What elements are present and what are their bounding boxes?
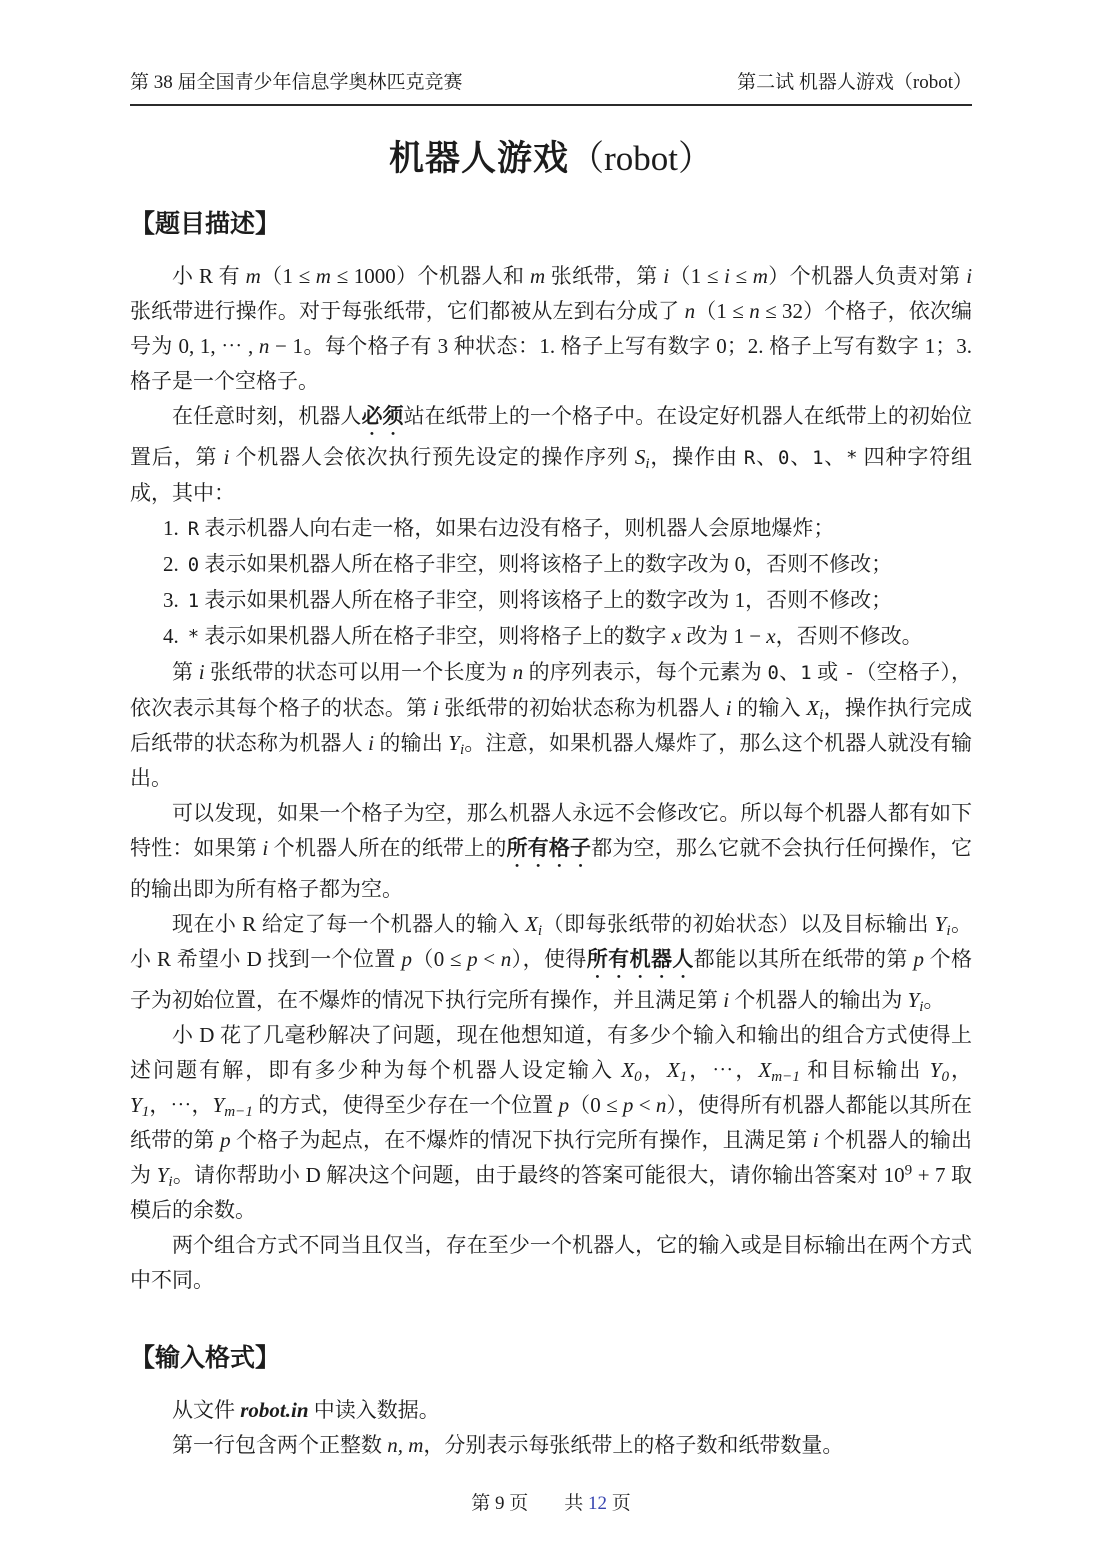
text-run-m: n (512, 660, 524, 684)
text-run: 现在小 R 给定了每一个机器人的输入 (172, 912, 526, 936)
text-run: ），使得所有机器人都能以其所在纸带的第 (130, 1093, 973, 1152)
total-pages-link[interactable]: 12 (588, 1493, 608, 1514)
text-run-c: 0 (187, 554, 200, 576)
text-run: ）个机器人负责对第 (767, 264, 967, 288)
text-run: ，否则不修改。 (775, 624, 923, 648)
text-run-sub: 1 (679, 1069, 688, 1086)
text-run: 、 (755, 445, 778, 469)
text-run-sup: 9 (904, 1162, 913, 1179)
text-run-m: X (758, 1058, 772, 1082)
text-run-m: m (315, 264, 331, 288)
text-run: 都能以其所在纸带的第 (693, 947, 914, 971)
text-run: 或 (811, 660, 844, 684)
text-run: （1 ≤ (260, 264, 316, 288)
text-run-sub: m−1 (224, 1104, 253, 1121)
page-header (130, 0, 972, 96)
list-item-number: 4. (163, 624, 179, 648)
text-run-c: - (843, 662, 856, 684)
paragraph (130, 1018, 972, 1228)
text-run-m: p (467, 947, 478, 971)
section-heading: 【输入格式】 (130, 1344, 281, 1372)
text-run-m: S (634, 445, 646, 469)
list-item (130, 619, 972, 655)
text-run-m: Y (130, 1093, 142, 1117)
text-run: （0 ≤ (569, 1093, 623, 1117)
text-run: （空格子），依次表示其每个格子的状态。第 (130, 660, 973, 720)
text-run: 。 (923, 988, 945, 1012)
text-run-m: p (558, 1093, 570, 1117)
text-run: 张纸带的状态可以用一个长度为 (204, 660, 513, 684)
title-latin: （robot） (569, 139, 713, 178)
text-run-m: n (655, 1093, 667, 1117)
text-run-m: Y (212, 1093, 225, 1117)
text-run-m: X (621, 1058, 635, 1082)
paragraph (130, 796, 972, 907)
text-run: ， (949, 1058, 973, 1082)
text-run: 表示机器人向右走一格，如果右边没有格子，则机器人会原地爆炸； (199, 516, 835, 540)
text-run-m: n (684, 299, 696, 323)
text-run-m: Y (934, 912, 947, 936)
text-run: 都为空，那么它就不会执行任何操作，它的输出即为所有格子都为空。 (130, 836, 973, 901)
text-run-sub: i (168, 1174, 173, 1191)
paragraph (130, 399, 972, 511)
header-rule (130, 104, 972, 106)
page-title (130, 136, 972, 182)
text-run: 个格子为初始位置，在不爆炸的情况下执行完所有操作，并且满足第 (130, 947, 973, 1012)
text-run-m: i (223, 445, 230, 469)
list-item (130, 547, 972, 583)
text-run-c: * (846, 447, 858, 469)
text-run-m: i (198, 660, 205, 684)
text-run-m: i (663, 264, 670, 288)
text-run: 的序列表示，每个元素为 (523, 660, 768, 684)
text-run-sub: 1 (141, 1104, 150, 1121)
text-run-m: n (500, 947, 512, 971)
text-run-m: i (723, 988, 730, 1012)
text-run: 。注意，如果机器人爆炸了，那么这个机器人就没有输出。 (130, 731, 972, 790)
text-run-c: 0 (777, 447, 790, 469)
total-pages-indicator: 共 12 页 (564, 1493, 631, 1514)
text-run-m: Y (448, 731, 460, 755)
header-right: 第二试 机器人游戏（robot） (737, 72, 972, 93)
text-run: 个机器人所在的纸带上的 (268, 836, 507, 860)
text-run: 改为 1 − (680, 624, 767, 648)
text-run-m: Y (156, 1163, 169, 1187)
text-run: 。请你帮助小 D 解决这个问题，由于最终的答案可能很大，请你输出答案对 10 (172, 1163, 905, 1187)
paragraph (130, 259, 972, 399)
text-run: ，操作由 (649, 445, 744, 469)
text-run: 从文件 (172, 1398, 241, 1422)
text-run: ，⋯， (149, 1093, 213, 1117)
text-run-sub: m−1 (771, 1069, 800, 1086)
text-run: 个机器人的输出为 (130, 1128, 973, 1187)
text-run: 表示如果机器人所在格子非空，则将格子上的数字 (199, 624, 672, 648)
text-run-sub: i (537, 923, 543, 940)
paragraph (130, 655, 972, 796)
text-run-m: i (368, 731, 374, 755)
text-run: （0 ≤ (411, 947, 468, 971)
text-run: （即每张纸带的初始状态）以及目标输出 (542, 912, 935, 936)
text-run-m: X (666, 1058, 680, 1082)
text-run: 个机器人的输出为 (729, 988, 908, 1012)
text-run-c: 1 (187, 590, 200, 612)
document-blocks (130, 208, 972, 1463)
text-run-m: m (529, 264, 546, 288)
text-run-m: m (245, 264, 261, 288)
text-run: ， (641, 1058, 667, 1082)
text-run-m: p (401, 947, 412, 971)
text-run: ），使得 (511, 947, 587, 971)
text-run: 、 (789, 445, 813, 469)
text-run-m: n (749, 299, 760, 323)
text-run: 和目标输出 (799, 1058, 930, 1082)
text-run: ，⋯， (687, 1058, 759, 1082)
text-run: 在任意时刻，机器人 (172, 404, 362, 428)
text-run: ，分别表示每张纸带上的格子数和纸带数量。 (423, 1433, 844, 1457)
text-run: ≤ (729, 264, 753, 288)
list-item-number: 1. (163, 516, 179, 540)
header-left: 第 38 届全国青少年信息学奥林匹克竞赛 (130, 72, 463, 93)
text-run: 小 D 花了几毫秒解决了问题，现在他想知道，有多少个输入和输出的组合方式使得上述问题有解，即有多少种为每个机器人设定输入 (130, 1023, 972, 1082)
text-run-em: 必须 (361, 404, 404, 428)
text-run-c: 0 (767, 662, 779, 684)
text-run: 中读入数据。 (308, 1398, 440, 1422)
page-indicator: 第 9 页 (471, 1493, 529, 1514)
text-run: 可以发现，如果一个格子为空，那么机器人永远不会修改它。所以每个机器人都有如下特性：如果第 (130, 801, 972, 860)
text-run: 的方式，使得至少存在一个位置 (252, 1093, 559, 1117)
title-chinese: 机器人游戏 (389, 139, 570, 178)
text-run: （1 ≤ (669, 264, 725, 288)
text-run: 的输出 (374, 731, 449, 755)
text-run: 个机器人会依次执行预先设定的操作序列 (229, 445, 635, 469)
text-run: ≤ 1000）个机器人和 (330, 264, 530, 288)
text-run-m: X (525, 912, 538, 936)
text-run-m: i (724, 264, 730, 288)
text-run: 张纸带的初始状态称为机器人 (438, 696, 726, 720)
text-run-sub: i (645, 456, 650, 473)
text-run-m: Y (907, 988, 920, 1012)
text-run-sub: i (459, 742, 465, 759)
text-run-m: x (671, 624, 681, 648)
current-page-number: 9 (494, 1493, 505, 1514)
text-run: 、 (778, 660, 801, 684)
text-run-m: i (262, 836, 269, 860)
text-run-m: p (220, 1128, 231, 1152)
text-run: 第 (172, 660, 199, 684)
text-run-sub: i (819, 707, 824, 724)
list-item-number: 3. (163, 588, 179, 612)
text-run-m: i (725, 696, 732, 720)
section-heading: 【题目描述】 (130, 210, 281, 238)
text-run-m: n, m (387, 1433, 424, 1457)
text-run-sub: i (946, 923, 951, 940)
text-run-m: n (258, 334, 270, 358)
text-run-m: p (622, 1093, 634, 1117)
text-run: 小 R 有 (172, 264, 246, 288)
text-run-em: 所有机器人 (586, 947, 694, 971)
text-run-m: Y (929, 1058, 942, 1082)
text-run-em: 所有格子 (506, 836, 592, 860)
text-run-sub: 0 (941, 1069, 949, 1086)
text-run-m: p (913, 947, 924, 971)
list-item (130, 583, 972, 619)
text-run: 站在纸带上的一个格子中。在设定好机器人在纸带上的初始位置后，第 (130, 404, 973, 469)
text-run: ，操作执行完成后纸带的状态称为机器人 (130, 696, 973, 755)
text-run: 。小 R 希望小 D 找到一个位置 (130, 912, 972, 971)
list-item (130, 511, 972, 547)
text-run: 张纸带进行操作。对于每张纸带，它们都被从左到右分成了 (130, 299, 685, 323)
text-run-c: 1 (812, 447, 824, 469)
paragraph (130, 907, 972, 1018)
text-run-bi: robot.in (240, 1398, 309, 1422)
page-footer (130, 1491, 972, 1517)
text-run: < (633, 1093, 656, 1117)
text-run-m: i (432, 696, 439, 720)
text-run-m: m (752, 264, 768, 288)
text-run: 表示如果机器人所在格子非空，则将该格子上的数字改为 1，否则不修改； (199, 588, 893, 612)
paragraph (130, 1393, 972, 1428)
text-run-m: i (966, 264, 973, 288)
text-run: 张纸带，第 (545, 264, 664, 288)
text-run-c: R (187, 518, 200, 540)
text-run: 表示如果机器人所在格子非空，则将该格子上的数字改为 0，否则不修改； (199, 552, 893, 576)
text-run-sub: 0 (634, 1069, 642, 1086)
text-run: 的输入 (731, 696, 807, 720)
text-run-c: * (187, 626, 200, 648)
paragraph (130, 1228, 972, 1298)
paragraph (130, 1428, 972, 1463)
text-run-m: i (812, 1128, 819, 1152)
text-run: 个格子为起点，在不爆炸的情况下执行完所有操作，且满足第 (230, 1128, 813, 1152)
text-run: 两个组合方式不同当且仅当，存在至少一个机器人，它的输入或是目标输出在两个方式中不同。 (130, 1233, 972, 1292)
text-run: < (477, 947, 501, 971)
text-run: 第一行包含两个正整数 (172, 1433, 388, 1457)
text-run: （1 ≤ (695, 299, 750, 323)
list-item-number: 2. (163, 552, 179, 576)
text-run: 四种字符组成，其中： (130, 445, 973, 505)
text-run: + 7 取模后的余数。 (130, 1163, 972, 1222)
text-run: − 1。每个格子有 3 种状态：1. 格子上写有数字 0；2. 格子上写有数字 1；3. 格子是一个空格子。 (130, 334, 973, 393)
text-run-m: x (766, 624, 776, 648)
text-run-c: R (743, 447, 756, 469)
text-run-c: 1 (800, 662, 812, 684)
text-run-m: X (806, 696, 820, 720)
text-run-sub: i (919, 999, 924, 1016)
text-run: ≤ 32）个格子，依次编号为 0, 1, ⋯ , (130, 299, 973, 358)
text-run: 、 (823, 445, 847, 469)
